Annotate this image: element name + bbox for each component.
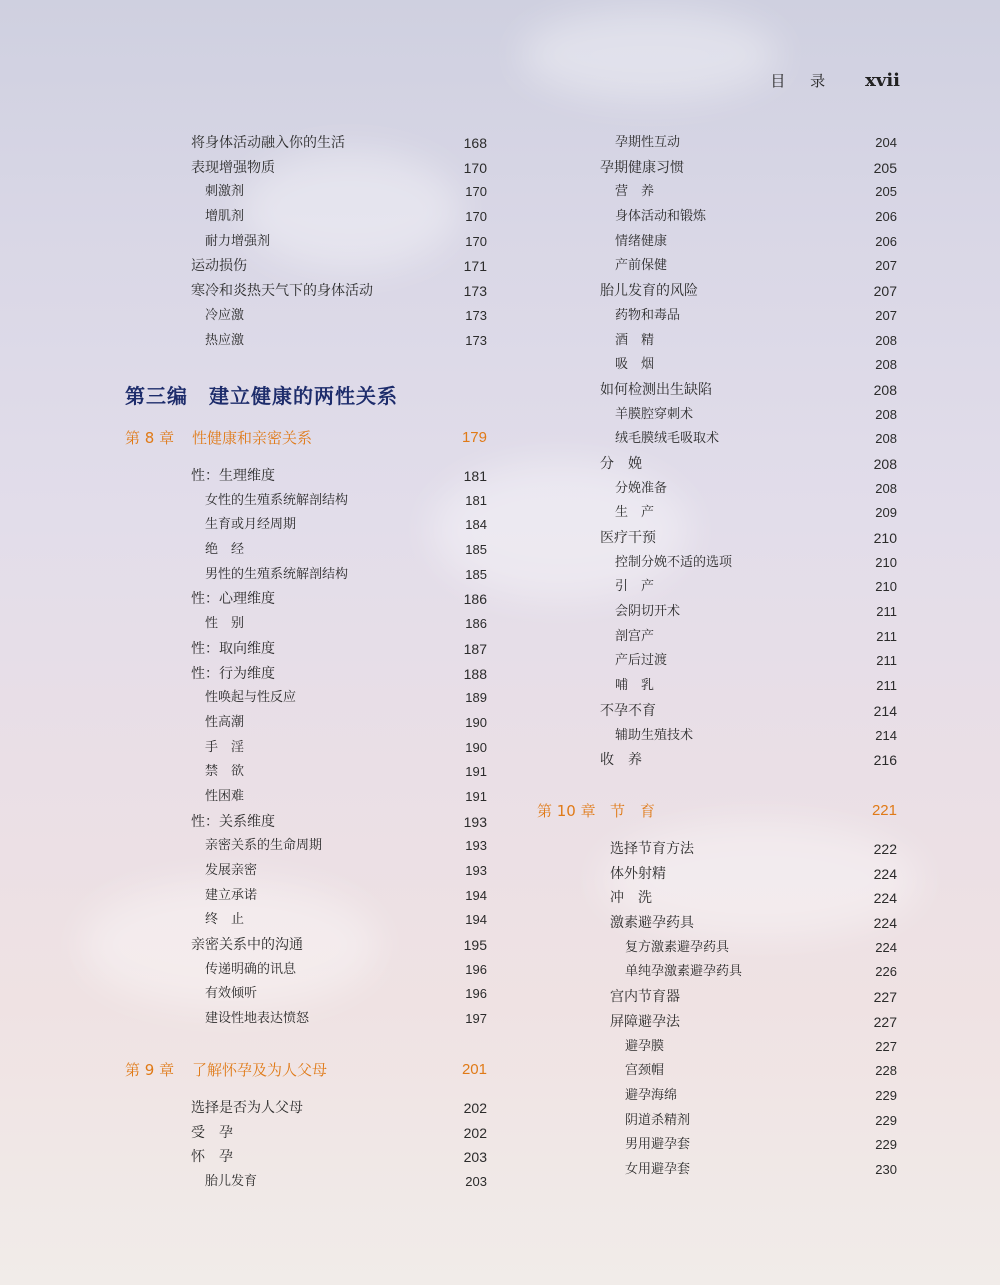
toc-entry-title: 孕期性互动: [615, 135, 681, 150]
toc-entry-title: 宫颈帽: [625, 1063, 665, 1079]
toc-entry-title: 性 别: [205, 616, 245, 632]
toc-left-column: [125, 131, 490, 353]
toc-subentry[interactable]: [125, 785, 490, 810]
toc-subentry[interactable]: [125, 513, 490, 538]
toc-entry-page: 191: [465, 788, 487, 804]
toc-subentry[interactable]: [125, 760, 490, 785]
toc-entry-title: 耐力增强剂: [205, 233, 271, 249]
toc-entry-page: 211: [876, 653, 897, 669]
toc-subentry[interactable]: [125, 908, 490, 933]
toc-entry-page: 170: [465, 209, 487, 225]
background-cloud: [520, 10, 780, 100]
toc-entry-title: 冲 洗: [610, 890, 652, 907]
toc-subentry[interactable]: [535, 1109, 900, 1134]
toc-entry-page: 208: [873, 455, 897, 472]
toc-entry-page: 170: [463, 159, 487, 176]
toc-entry-title: 性：关系维度: [191, 813, 275, 830]
toc-subentry[interactable]: [535, 1035, 900, 1060]
toc-subentry[interactable]: [125, 329, 490, 354]
toc-subentry[interactable]: [535, 1133, 900, 1158]
toc-entry-page: 206: [875, 233, 897, 249]
toc-entry-page: 193: [465, 838, 487, 854]
toc-entry[interactable]: [535, 886, 900, 911]
toc-entry-page: 210: [875, 579, 897, 595]
toc-entry[interactable]: [535, 911, 900, 936]
toc-entry-page: 186: [465, 616, 487, 632]
toc-entry-page: 193: [463, 813, 487, 830]
toc-entry[interactable]: [535, 452, 900, 477]
toc-entry-title: 激素避孕药具: [610, 915, 694, 932]
toc-entry-page: 171: [463, 258, 487, 275]
toc-subentry[interactable]: [535, 1084, 900, 1109]
toc-entry-page: 210: [875, 554, 897, 570]
chapter-page: 201: [461, 1061, 487, 1078]
toc-entry-page: 208: [873, 381, 897, 398]
toc-entry-title: 胎儿发育: [205, 1174, 258, 1190]
toc-entry-page: 173: [465, 307, 487, 323]
toc-entry-page: 197: [465, 1011, 487, 1027]
chapter-title: 了解怀孕及为人父母: [192, 1061, 328, 1079]
toc-subentry[interactable]: [535, 131, 900, 156]
toc-entry-title: 亲密关系中的沟通: [191, 937, 303, 954]
toc-entry-title: 亲密关系的生命周期: [205, 838, 323, 854]
toc-entry-title: 建设性地表达愤怒: [205, 1011, 310, 1027]
toc-entry-page: 194: [465, 887, 487, 903]
toc-entry-title: 刺激剂: [205, 184, 245, 200]
toc-entry-page: 186: [463, 591, 487, 608]
toc-entry-page: 170: [465, 233, 487, 249]
header-label: 目 录: [770, 72, 836, 90]
toc-entry-page: 170: [465, 184, 487, 200]
toc-subentry[interactable]: [125, 489, 490, 514]
toc-entry-page: 216: [873, 752, 897, 769]
toc-entry-title: 运动损伤: [191, 258, 247, 275]
toc-entry-page: 173: [463, 283, 487, 300]
toc-entry-title: 性高潮: [205, 714, 245, 730]
toc-entry-page: 208: [875, 332, 897, 348]
toc-entry-page: 229: [875, 1137, 897, 1153]
toc-entry-page: 185: [465, 566, 487, 582]
toc-entry-page: 202: [463, 1100, 487, 1116]
toc-entry[interactable]: [125, 1096, 490, 1121]
toc-entry-page: 214: [873, 702, 897, 719]
toc-entry-page: 189: [465, 690, 487, 706]
toc-entry-page: 191: [465, 764, 487, 780]
toc-subentry[interactable]: [125, 563, 490, 588]
toc-entry-page: 193: [465, 863, 487, 878]
toc-entry-page: 214: [875, 727, 897, 743]
toc-entry-page: 204: [875, 135, 897, 150]
toc-entry-page: 210: [873, 530, 897, 546]
toc-entry-title: 胎儿发育的风险: [600, 283, 698, 300]
toc-entry-title: 表现增强物质: [191, 159, 275, 176]
toc-entry-title: 产前保健: [615, 258, 668, 274]
toc-entry-page: 209: [875, 505, 897, 521]
toc-subentry[interactable]: [125, 538, 490, 563]
toc-subentry[interactable]: [535, 403, 900, 428]
toc-entry[interactable]: [125, 810, 490, 835]
toc-entry-title: 不孕不育: [600, 702, 656, 719]
toc-entry-title: 怀 孕: [191, 1149, 233, 1166]
toc-entry-page: 190: [465, 714, 487, 730]
toc-entry-page: 207: [875, 258, 897, 274]
toc-entry-title: 女用避孕套: [625, 1161, 691, 1177]
toc-entry-page: 196: [465, 986, 487, 1002]
toc-entry-title: 性：生理维度: [191, 468, 275, 484]
toc-subentry[interactable]: [125, 859, 490, 884]
toc-entry-title: 身体活动和锻炼: [615, 209, 707, 225]
toc-subentry[interactable]: [125, 982, 490, 1007]
toc-entry-title: 性困难: [205, 788, 245, 804]
toc-subentry[interactable]: [535, 353, 900, 378]
toc-subentry[interactable]: [125, 834, 490, 859]
toc-entry-page: 222: [873, 841, 897, 857]
toc-entry-title: 避孕膜: [625, 1038, 665, 1054]
toc-entry-title: 将身体活动融入你的生活: [191, 135, 345, 151]
chapter-10-heading[interactable]: [537, 799, 900, 823]
toc-subentry[interactable]: [535, 477, 900, 502]
toc-entry-title: 性唤起与性反应: [205, 690, 297, 706]
toc-entry-page: 208: [875, 357, 897, 373]
toc-subentry[interactable]: [125, 180, 490, 205]
toc-subentry[interactable]: [125, 686, 490, 711]
toc-entry-title: 药物和毒品: [615, 307, 681, 323]
toc-subentry[interactable]: [535, 575, 900, 600]
toc-subentry[interactable]: [125, 736, 490, 761]
toc-entry-title: 吸 烟: [615, 357, 655, 373]
toc-entry-title: 手 淫: [205, 739, 245, 755]
toc-entry-title: 孕期健康习惯: [600, 159, 684, 176]
toc-entry-title: 热应激: [205, 332, 245, 348]
toc-entry-title: 会阴切开术: [615, 604, 681, 620]
toc-entry-title: 辅助生殖技术: [615, 727, 694, 743]
toc-entry-page: 206: [875, 209, 897, 225]
toc-entry-title: 性：心理维度: [191, 591, 275, 608]
toc-entry-page: 202: [463, 1124, 487, 1141]
toc-subentry[interactable]: [535, 960, 900, 985]
toc-entry-page: 224: [875, 939, 897, 955]
toc-entry-page: 207: [875, 307, 897, 323]
toc-entry-page: 224: [873, 890, 897, 907]
toc-entry-page: 195: [463, 937, 487, 954]
toc-entry-title: 有效倾听: [205, 986, 258, 1002]
toc-entry[interactable]: [535, 378, 900, 403]
toc-subentry[interactable]: [535, 724, 900, 749]
toc-entry-title: 分娩准备: [615, 480, 668, 496]
toc-subentry[interactable]: [535, 936, 900, 961]
toc-entry-title: 哺 乳: [615, 678, 655, 694]
toc-entry-title: 如何检测出生缺陷: [600, 381, 712, 398]
toc-entry-page: 205: [873, 159, 897, 176]
toc-entry[interactable]: [535, 837, 900, 862]
toc-entry-page: 173: [465, 332, 487, 348]
page-header: [770, 70, 900, 91]
toc-entry-page: 211: [876, 628, 897, 644]
toc-entry-title: 生育或月经周期: [205, 517, 297, 533]
toc-entry-page: 208: [875, 431, 897, 447]
toc-entry[interactable]: [535, 985, 900, 1010]
toc-subentry[interactable]: [535, 674, 900, 699]
toc-subentry[interactable]: [125, 1170, 490, 1195]
toc-entry-title: 生 产: [615, 505, 655, 521]
toc-entry-title: 分 娩: [600, 455, 642, 472]
chapter-8-entries: [125, 464, 490, 1032]
toc-entry-title: 男用避孕套: [625, 1137, 691, 1153]
toc-entry-title: 屏障避孕法: [610, 1013, 680, 1030]
toc-entry-title: 冷应激: [205, 307, 245, 323]
toc-entry-page: 229: [875, 1087, 897, 1103]
toc-entry-page: 227: [873, 989, 897, 1006]
toc-entry-title: 女性的生殖系统解剖结构: [205, 492, 349, 508]
toc-entry[interactable]: [535, 699, 900, 724]
toc-subentry[interactable]: [535, 625, 900, 650]
toc-entry-title: 羊膜腔穿刺术: [615, 406, 694, 422]
toc-entry-title: 产后过渡: [615, 653, 668, 669]
toc-entry[interactable]: [125, 279, 490, 304]
toc-entry-title: 引 产: [615, 579, 655, 595]
toc-entry-title: 酒 精: [615, 332, 655, 348]
toc-entry-page: 211: [876, 604, 897, 620]
toc-entry[interactable]: [535, 748, 900, 773]
toc-entry[interactable]: [125, 1121, 490, 1146]
toc-entry-title: 选择节育方法: [610, 841, 694, 857]
toc-subentry[interactable]: [535, 649, 900, 674]
chapter-number: 第 9 章: [125, 1061, 175, 1079]
toc-entry[interactable]: [535, 862, 900, 887]
toc-entry-title: 绝 经: [205, 542, 245, 558]
toc-entry-title: 宫内节育器: [610, 989, 680, 1006]
toc-entry-title: 绒毛膜绒毛吸取术: [615, 431, 720, 447]
toc-entry-page: 228: [875, 1063, 897, 1079]
toc-subentry[interactable]: [535, 1059, 900, 1084]
toc-subentry[interactable]: [535, 600, 900, 625]
toc-subentry[interactable]: [535, 427, 900, 452]
toc-entry-title: 男性的生殖系统解剖结构: [205, 566, 349, 582]
toc-entry-page: 194: [465, 912, 487, 928]
toc-entry-page: 229: [875, 1112, 897, 1128]
toc-entry-page: 187: [463, 640, 487, 657]
toc-entry-title: 终 止: [205, 912, 245, 928]
toc-subentry[interactable]: [535, 205, 900, 230]
toc-subentry[interactable]: [535, 230, 900, 255]
toc-right-column: [535, 131, 900, 773]
toc-entry-page: 168: [463, 135, 487, 151]
toc-entry-page: 227: [873, 1013, 897, 1030]
toc-entry[interactable]: [125, 933, 490, 958]
toc-entry[interactable]: [125, 662, 490, 687]
toc-subentry[interactable]: [535, 304, 900, 329]
toc-subentry[interactable]: [535, 254, 900, 279]
toc-subentry[interactable]: [125, 711, 490, 736]
toc-entry[interactable]: [125, 131, 490, 156]
toc-entry-page: 196: [465, 961, 487, 977]
page-number: xvii: [865, 70, 900, 91]
toc-entry-page: 224: [873, 915, 897, 932]
toc-entry-title: 受 孕: [191, 1124, 233, 1141]
toc-subentry[interactable]: [125, 884, 490, 909]
chapter-title: 性健康和亲密关系: [192, 429, 313, 447]
toc-entry-page: 207: [873, 283, 897, 300]
toc-entry[interactable]: [125, 464, 490, 489]
toc-entry-title: 性：行为维度: [191, 665, 275, 682]
toc-entry[interactable]: [535, 1010, 900, 1035]
chapter-9-heading[interactable]: [125, 1058, 490, 1082]
chapter-number: 第 8 章: [125, 429, 175, 447]
toc-subentry[interactable]: [535, 329, 900, 354]
chapter-page: 179: [461, 429, 487, 446]
toc-subentry[interactable]: [125, 205, 490, 230]
toc-entry[interactable]: [125, 587, 490, 612]
toc-entry-page: 205: [875, 184, 897, 200]
toc-entry-page: 181: [465, 492, 487, 508]
toc-subentry[interactable]: [535, 501, 900, 526]
toc-entry-title: 寒冷和炎热天气下的身体活动: [191, 283, 373, 300]
toc-entry-title: 禁 欲: [205, 764, 245, 780]
toc-entry-title: 收 养: [600, 752, 642, 769]
toc-entry-title: 体外射精: [610, 865, 666, 882]
toc-entry[interactable]: [125, 254, 490, 279]
toc-subentry[interactable]: [125, 304, 490, 329]
toc-entry-title: 单纯孕激素避孕药具: [625, 964, 743, 980]
toc-entry-page: 190: [465, 739, 487, 755]
toc-subentry[interactable]: [535, 551, 900, 576]
toc-entry[interactable]: [125, 637, 490, 662]
toc-entry[interactable]: [535, 156, 900, 181]
toc-entry-page: 181: [463, 468, 487, 484]
toc-subentry[interactable]: [125, 958, 490, 983]
toc-entry-title: 情绪健康: [615, 233, 668, 249]
toc-entry-title: 阴道杀精剂: [625, 1112, 691, 1128]
part-title: 第三编 建立健康的两性关系: [125, 384, 398, 408]
toc-entry-title: 发展亲密: [205, 863, 258, 878]
toc-entry-title: 选择是否为人父母: [191, 1100, 303, 1116]
toc-subentry[interactable]: [125, 230, 490, 255]
toc-entry-page: 188: [463, 665, 487, 682]
toc-entry-title: 控制分娩不适的选项: [615, 554, 733, 570]
toc-entry-page: 226: [875, 964, 897, 980]
toc-entry-title: 营 养: [615, 184, 655, 200]
toc-entry-page: 203: [465, 1174, 487, 1190]
toc-entry-page: 230: [875, 1161, 897, 1177]
toc-entry[interactable]: [125, 156, 490, 181]
toc-entry-page: 211: [876, 678, 897, 694]
toc-entry-page: 224: [873, 865, 897, 882]
toc-entry-page: 185: [465, 542, 487, 558]
toc-entry-page: 184: [465, 517, 487, 533]
toc-entry-title: 传递明确的讯息: [205, 961, 297, 977]
chapter-page: 221: [871, 802, 897, 819]
toc-subentry[interactable]: [535, 1158, 900, 1183]
toc-entry-title: 避孕海绵: [625, 1087, 678, 1103]
toc-entry[interactable]: [535, 526, 900, 551]
chapter-title: 节 育: [610, 802, 656, 820]
toc-entry-title: 增肌剂: [205, 209, 245, 225]
toc-entry-title: 剖宫产: [615, 628, 655, 644]
toc-subentry[interactable]: [125, 612, 490, 637]
toc-entry-title: 性：取向维度: [191, 640, 275, 657]
toc-entry[interactable]: [535, 279, 900, 304]
toc-entry[interactable]: [125, 1145, 490, 1170]
chapter-number: 第 10 章: [537, 802, 596, 820]
chapter-8-heading[interactable]: [125, 426, 490, 450]
toc-entry-page: 227: [875, 1038, 897, 1054]
toc-subentry[interactable]: [125, 1007, 490, 1032]
toc-entry-title: 建立承诺: [205, 887, 258, 903]
chapter-10-entries: [535, 837, 900, 1183]
toc-entry-title: 医疗干预: [600, 530, 656, 546]
toc-entry-page: 208: [875, 406, 897, 422]
toc-entry-title: 复方激素避孕药具: [625, 939, 730, 955]
chapter-9-entries: [125, 1096, 490, 1195]
toc-section-top-left: [125, 131, 490, 353]
toc-entry-page: 208: [875, 480, 897, 496]
toc-entry-page: 203: [463, 1149, 487, 1166]
toc-subentry[interactable]: [535, 180, 900, 205]
